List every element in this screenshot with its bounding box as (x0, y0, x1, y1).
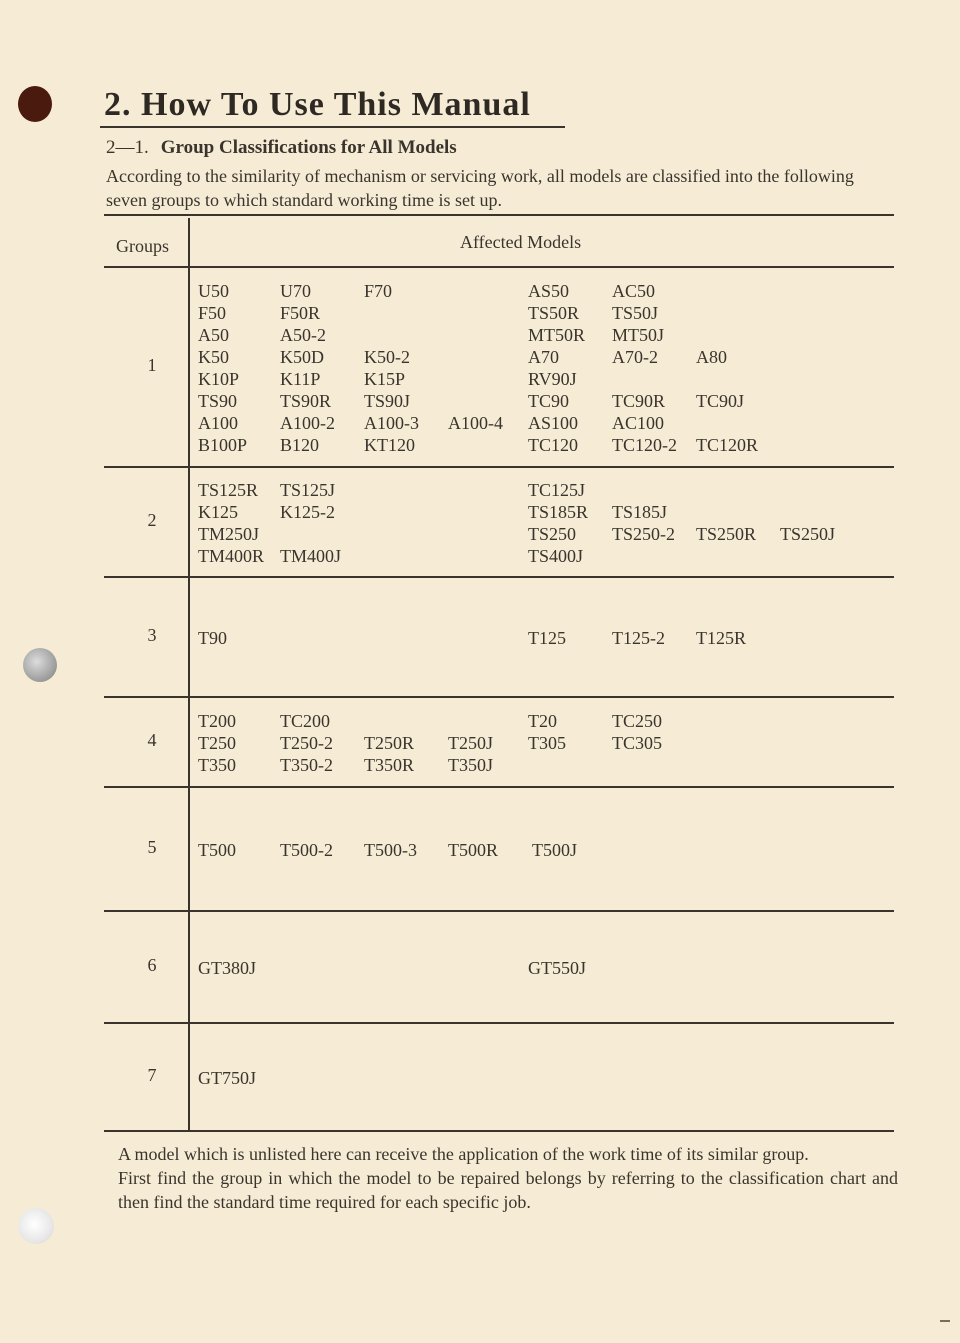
model-cell: U70 (280, 281, 311, 301)
model-cell: T500R (448, 840, 499, 860)
model-cell: TM400R (198, 546, 265, 566)
model-cell: TS250J (780, 524, 836, 544)
model-cell: F50R (280, 303, 321, 323)
table-rule-3 (104, 576, 894, 578)
model-cell: F50 (198, 303, 227, 323)
model-cell: TS50R (528, 303, 580, 323)
page-edge-mark (940, 1320, 950, 1322)
model-cell: TS125R (198, 480, 259, 500)
title-underline (100, 126, 565, 128)
model-cell: T305 (528, 733, 566, 753)
table-rule-6 (104, 910, 894, 912)
table-rule-0 (104, 214, 894, 216)
model-cell: TC250 (612, 711, 663, 731)
binder-hole-dark (18, 86, 52, 122)
table-rule-7 (104, 1022, 894, 1024)
section-title: 2. How To Use This Manual (104, 86, 531, 123)
subsection-heading (106, 137, 457, 159)
group-number: 6 (147, 955, 157, 975)
model-cell: AC100 (612, 413, 665, 433)
model-cell: F70 (364, 281, 393, 301)
model-cell: A100-2 (280, 413, 335, 433)
subsection-number: 2—1. (106, 137, 149, 158)
model-cell: AC50 (612, 281, 656, 301)
model-cell: K50 (198, 347, 229, 367)
group-number: 1 (147, 355, 157, 375)
binder-hole-light (18, 1208, 54, 1244)
model-cell: TM250J (198, 524, 260, 544)
model-cell: TC90R (612, 391, 666, 411)
model-cell: MT50R (528, 325, 586, 345)
model-cell: TC120-2 (612, 435, 677, 455)
model-cell: TS125J (280, 480, 336, 500)
model-cell: TC120 (528, 435, 579, 455)
group-number: 5 (147, 837, 157, 857)
model-cell: T90 (198, 628, 227, 648)
table-rule-2 (104, 466, 894, 468)
model-cell: T125R (696, 628, 747, 648)
model-cell: K10P (198, 369, 240, 389)
model-cell: TM400J (280, 546, 342, 566)
model-cell: T250J (448, 733, 493, 753)
model-cell: T250 (198, 733, 236, 753)
model-cell: K50D (280, 347, 324, 367)
model-cell: T500-3 (364, 840, 417, 860)
model-cell: KT120 (364, 435, 415, 455)
model-cell: A80 (696, 347, 727, 367)
model-cell: B100P (198, 435, 248, 455)
model-cell: T500J (532, 840, 577, 860)
model-cell: K50-2 (364, 347, 410, 367)
model-cell: A100-4 (448, 413, 503, 433)
model-cell: RV90J (528, 369, 577, 389)
model-cell: GT750J (198, 1068, 256, 1088)
footer-paragraph-1: A model which is unlisted here can receive the application of the work time of its similar group. (118, 1144, 809, 1164)
model-cell: T250-2 (280, 733, 333, 753)
footer-notes (118, 1142, 898, 1214)
model-cell: A50-2 (280, 325, 326, 345)
model-cell: T125-2 (612, 628, 665, 648)
model-cell: A70 (528, 347, 559, 367)
table-rule-5 (104, 786, 894, 788)
group-classification-table (104, 214, 894, 1132)
model-cell: AS100 (528, 413, 579, 433)
model-cell: TC90 (528, 391, 570, 411)
table-rule-4 (104, 696, 894, 698)
model-cell: B120 (280, 435, 320, 455)
model-cell: AS50 (528, 281, 570, 301)
model-cell: A100-3 (364, 413, 419, 433)
model-cell: A70-2 (612, 347, 658, 367)
model-cell: T250R (364, 733, 415, 753)
subsection-title: Group Classifications for All Models (160, 137, 457, 158)
group-number: 3 (147, 625, 157, 645)
model-cell: U50 (198, 281, 229, 301)
model-cell: T20 (528, 711, 557, 731)
intro-paragraph: According to the similarity of mechanism or servicing work, all models are classified into the following seven groups to which standard working time is set up. (106, 166, 854, 210)
model-cell: TS185R (528, 502, 589, 522)
table-column-divider (188, 218, 190, 1130)
model-cell: TC120R (696, 435, 759, 455)
model-cell: TC125J (528, 480, 586, 500)
group-number: 4 (147, 730, 157, 750)
model-cell: K15P (364, 369, 406, 389)
model-cell: TS185J (612, 502, 668, 522)
model-cell: T200 (198, 711, 236, 731)
model-cell: K125 (198, 502, 238, 522)
model-cell: T125 (528, 628, 566, 648)
model-cell: T350J (448, 755, 493, 775)
model-cell: A50 (198, 325, 229, 345)
model-cell: TS400J (528, 546, 584, 566)
model-cell: T350-2 (280, 755, 333, 775)
affected-models-header: Affected Models (460, 232, 582, 252)
model-cell: TS250R (696, 524, 757, 544)
model-cell: MT50J (612, 325, 665, 345)
groups-header: Groups (116, 236, 169, 256)
group-number: 2 (147, 510, 157, 530)
model-cell: TS90R (280, 391, 332, 411)
model-cell: TS50J (612, 303, 659, 323)
model-cell: TS250 (528, 524, 577, 544)
model-cell: GT550J (528, 958, 586, 978)
model-cell: A100 (198, 413, 238, 433)
model-cell: T350 (198, 755, 236, 775)
model-cell: T500-2 (280, 840, 333, 860)
binder-hole-grey (23, 648, 57, 682)
model-cell: TC200 (280, 711, 331, 731)
footer-paragraph-2: First find the group in which the model to be repaired belongs by referring to the classification chart and then find the standard time required for each specific job. (118, 1168, 898, 1212)
group-number: 7 (147, 1065, 157, 1085)
model-cell: TC90J (696, 391, 745, 411)
model-cell: GT380J (198, 958, 256, 978)
model-cell: T350R (364, 755, 415, 775)
model-cell: TS250-2 (612, 524, 675, 544)
model-cell: K11P (280, 369, 321, 389)
model-cell: TS90 (198, 391, 238, 411)
table-rule-8 (104, 1130, 894, 1132)
table-rule-1 (104, 266, 894, 268)
model-cell: K125-2 (280, 502, 335, 522)
model-cell: T500 (198, 840, 236, 860)
model-cell: TC305 (612, 733, 663, 753)
model-cell: TS90J (364, 391, 411, 411)
